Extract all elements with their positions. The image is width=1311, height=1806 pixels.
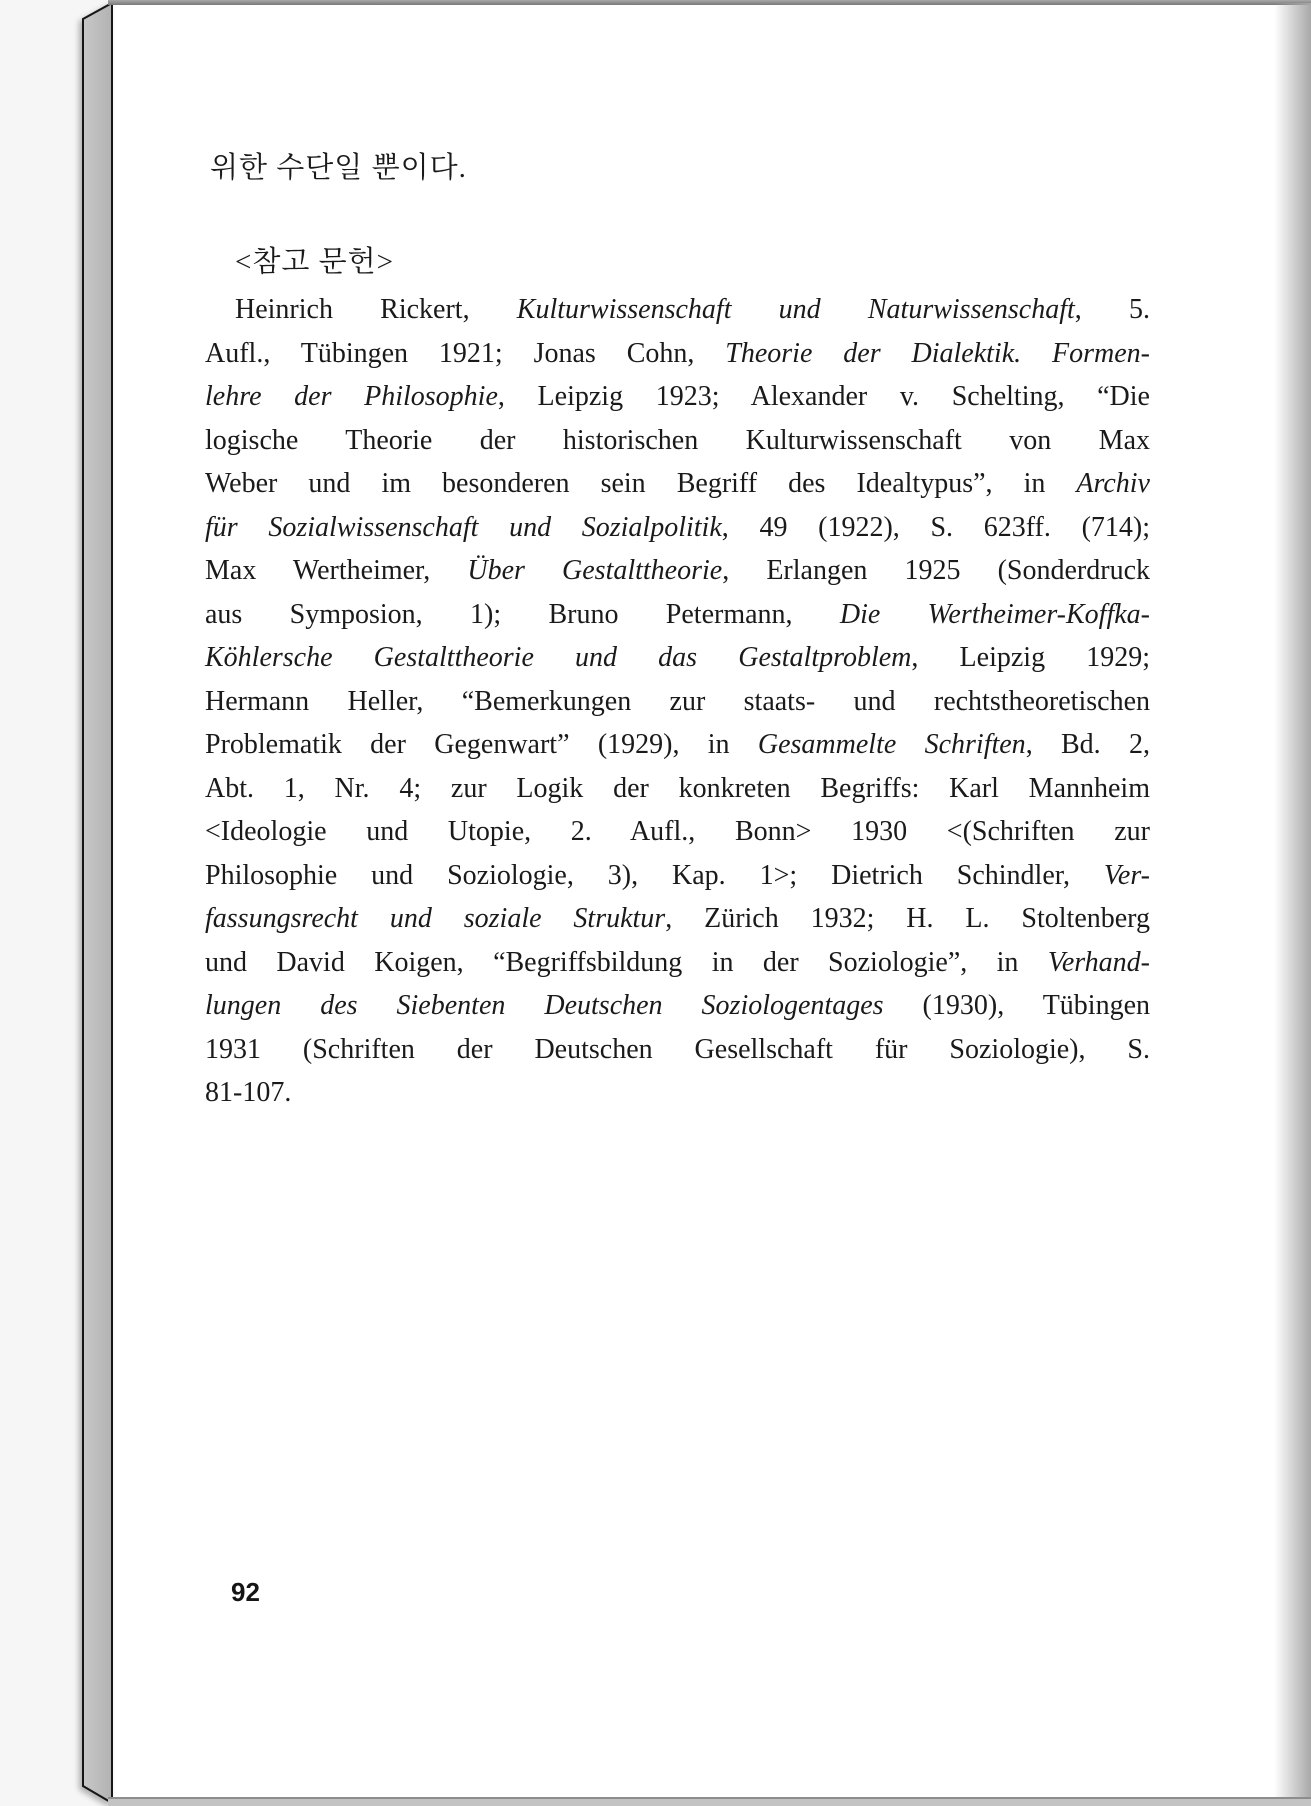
title-italic-segment: fassungsrecht und soziale Struktur [205,903,666,934]
text-segment: aus Symposion, 1); Bruno Petermann, [205,598,840,630]
title-italic-segment: Über Gestalttheorie [467,555,723,586]
text-segment: Weber und im besonderen sein Begriff des Idealtypus”, in [205,468,1077,499]
title-italic-segment: Archiv [1076,468,1150,499]
text-segment: , Bd. 2, [1025,729,1150,760]
bibliography-line [205,767,1150,811]
bibliography-line [205,854,1150,898]
text-segment: und David Koigen, “Begriffsbildung in der Soziologie”, in [205,946,1048,978]
page-number: 92 [231,1577,260,1607]
title-italic-segment: Ver- [1103,859,1150,891]
bibliography-line [205,941,1150,985]
bibliography-line [205,593,1150,637]
title-italic-segment: lungen des Siebenten Deutschen Soziologentages [205,990,884,1021]
title-italic-segment: Verhand- [1047,946,1150,978]
bibliography-line [205,332,1150,376]
bibliography-line [205,1028,1150,1072]
text-segment: Aufl., Tübingen 1921; Jonas Cohn, [205,337,726,369]
bibliography-line [205,984,1150,1028]
title-italic-segment: lehre der Philosophie [205,381,498,412]
text-segment: , Erlangen 1925 (Sonderdruck [722,555,1150,586]
text-segment: , Leipzig 1929; [911,642,1151,673]
page-bottom-edge [108,1797,1311,1806]
text-segment: 1931 (Schriften der Deutschen Gesellschaft für Soziologie), S. [205,1033,1150,1065]
bibliography-line [205,897,1150,941]
text-segment: (1930), Tübingen [883,990,1150,1021]
title-italic-segment: Die Wertheimer-Koffka- [839,598,1150,630]
text-segment: Problematik der Gegenwart” (1929), in [205,729,758,760]
text-segment: , Leipzig 1923; Alexander v. Schelting, “Die [497,381,1150,412]
title-italic-segment: Theorie der Dialektik. Formen- [725,337,1150,369]
bibliography-line [205,506,1150,550]
text-segment: logische Theorie der historischen Kulturwissenschaft von Max [205,424,1150,456]
text-segment: Abt. 1, Nr. 4; zur Logik der konkreten Begriffs: Karl Mannheim [205,772,1150,804]
title-italic-segment: Kulturwissenschaft und Naturwissenschaft [516,294,1075,325]
title-italic-segment: Köhlersche Gestalttheorie und das Gestaltproblem [205,642,912,673]
bibliography-line [205,375,1150,419]
text-segment: Max Wertheimer, [205,555,468,586]
title-italic-segment: Gesammelte Schriften [757,729,1026,760]
bibliography-line [205,1071,1150,1115]
title-italic-segment: für Sozialwissenschaft und Sozialpolitik [205,511,722,543]
text-segment: Hermann Heller, “Bemerkungen zur staats- und rechtstheoretischen [205,685,1150,717]
bibliography-line [205,288,1150,332]
page-top-edge [108,0,1311,5]
text-segment: Philosophie und Soziologie, 3), Kap. 1>; Dietrich Schindler, [205,859,1104,891]
leading-paragraph: 위한 수단일 뿐이다. [210,152,467,184]
bibliography-line [205,723,1150,767]
bibliography [205,288,1150,1115]
text-segment: , Zürich 1932; H. L. Stoltenberg [665,903,1150,934]
bibliography-line [205,462,1150,506]
text-segment: , 49 (1922), S. 623ff. (714); [721,511,1150,543]
page-text-block [205,146,1150,1115]
text-segment: <Ideologie und Utopie, 2. Aufl., Bonn> 1930 <(Schriften zur [205,816,1150,847]
page-stack-edge [83,3,112,1803]
bibliography-line [205,419,1150,463]
bibliography-line [205,810,1150,854]
text-segment: Heinrich Rickert, [235,294,517,325]
bibliography-line [205,549,1150,593]
page-right-edge-shadow [1274,3,1311,1799]
bibliography-line [205,680,1150,724]
references-heading: <참고 문헌> [235,246,395,278]
bibliography-line [205,636,1150,680]
text-segment: , 5. [1074,294,1150,325]
text-segment: 81-107. [205,1077,292,1108]
